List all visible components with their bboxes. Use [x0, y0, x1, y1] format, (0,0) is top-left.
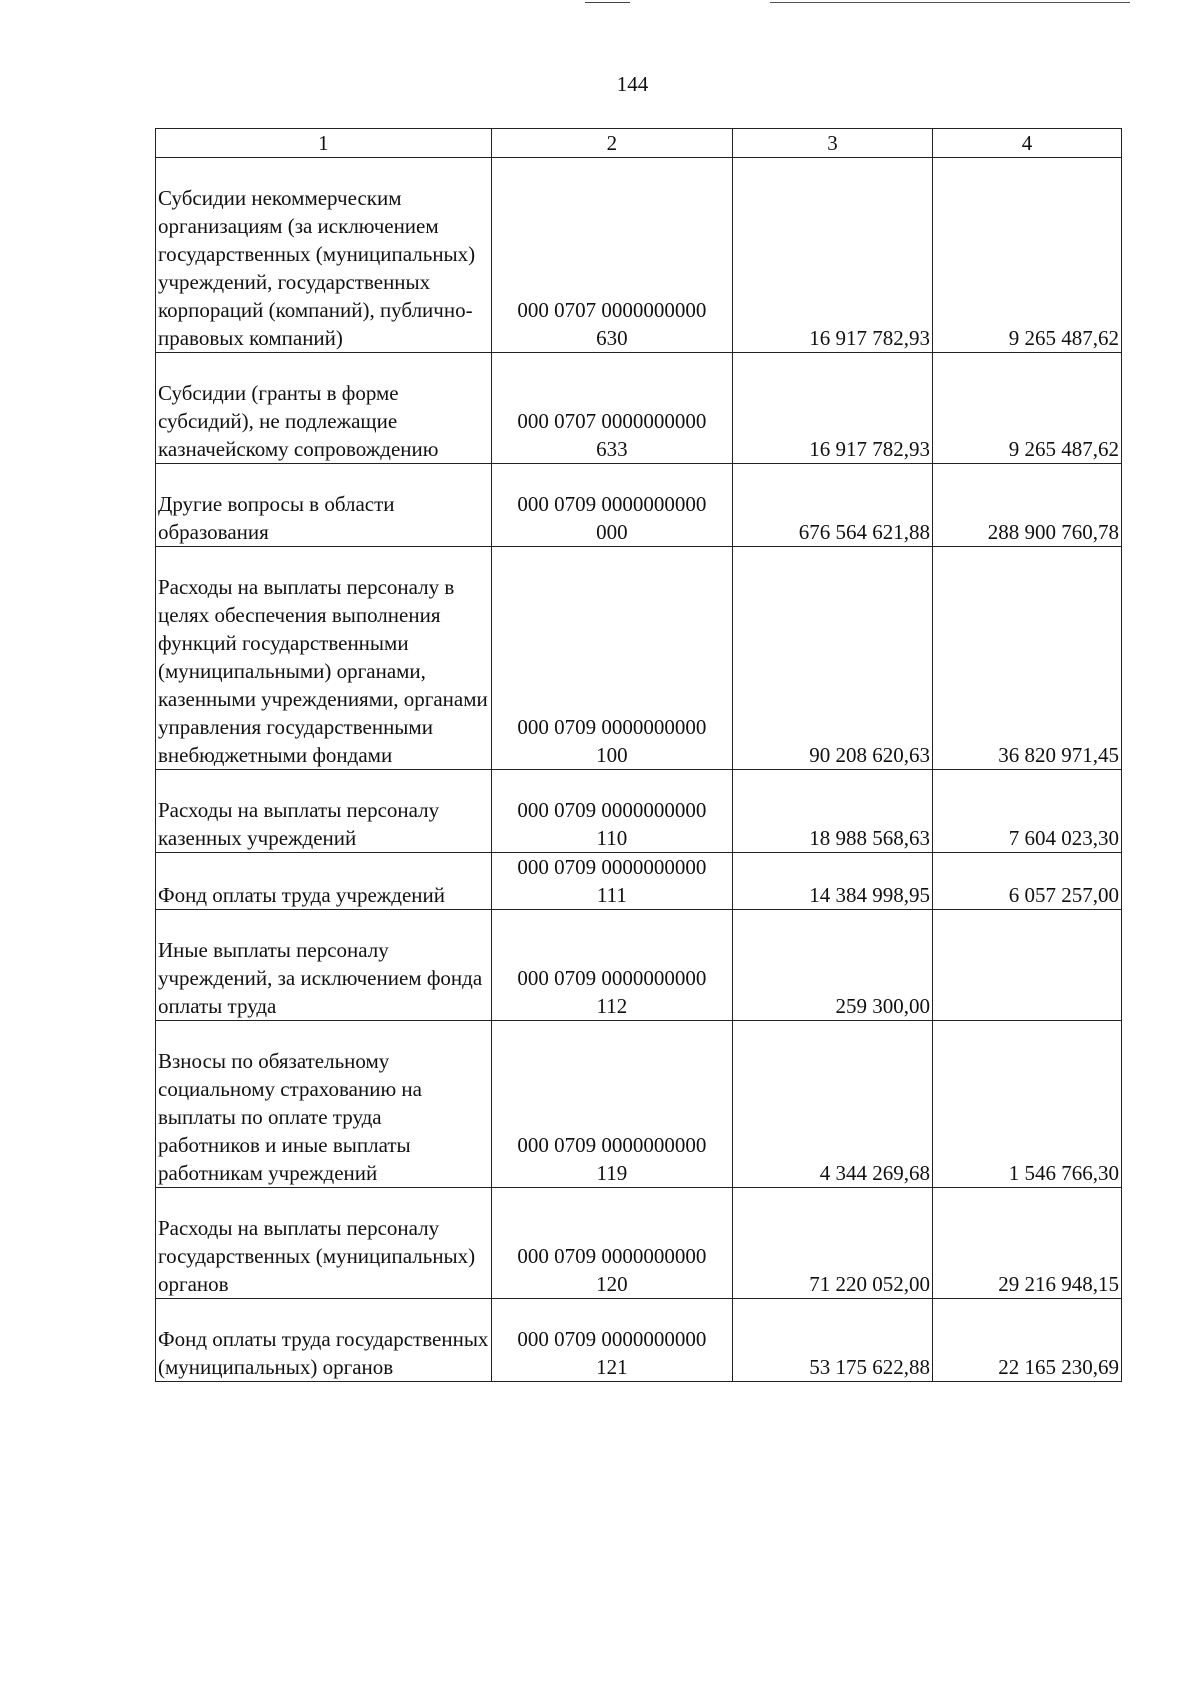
row-value3-cell: 53 175 622,88	[732, 1299, 932, 1382]
row-value3-cell: 4 344 269,68	[732, 1021, 932, 1188]
scan-mark	[585, 2, 630, 3]
table-header-row	[156, 129, 1122, 158]
code-line-1: 000 0709 0000000000	[517, 855, 707, 879]
code-line-2: 633	[596, 437, 628, 461]
row-value4-cell: 1 546 766,30	[933, 1021, 1122, 1188]
code-line-1: 000 0709 0000000000	[517, 966, 707, 990]
row-code-cell	[491, 353, 732, 464]
row-value3-cell: 71 220 052,00	[732, 1188, 932, 1299]
code-line-2: 630	[596, 326, 628, 350]
row-value3-cell: 16 917 782,93	[732, 158, 932, 353]
column-header: 1	[156, 129, 492, 158]
table-row	[156, 464, 1122, 547]
table-row	[156, 547, 1122, 770]
table-row	[156, 770, 1122, 853]
table-row	[156, 1021, 1122, 1188]
row-value4-cell	[933, 910, 1122, 1021]
row-name-cell: Другие вопросы в области образования	[156, 464, 492, 547]
row-name-cell: Фонд оплаты труда государственных (муниципальных) органов	[156, 1299, 492, 1382]
row-name-cell: Субсидии некоммерческим организациям (за исключением государственных (муниципальных) учреждений, государственных корпораций (компаний), публично-правовых компаний)	[156, 158, 492, 353]
code-line-1: 000 0709 0000000000	[517, 1133, 707, 1157]
row-name-cell: Фонд оплаты труда учреждений	[156, 853, 492, 910]
row-value4-cell: 29 216 948,15	[933, 1188, 1122, 1299]
row-name-cell: Расходы на выплаты персоналу государственных (муниципальных) органов	[156, 1188, 492, 1299]
code-line-2: 121	[596, 1355, 628, 1379]
code-line-1: 000 0709 0000000000	[517, 492, 707, 516]
code-line-1: 000 0709 0000000000	[517, 798, 707, 822]
row-code-cell	[491, 1021, 732, 1188]
row-value4-cell: 288 900 760,78	[933, 464, 1122, 547]
row-code-cell	[491, 910, 732, 1021]
row-code-cell	[491, 770, 732, 853]
row-value3-cell: 259 300,00	[732, 910, 932, 1021]
column-header: 2	[491, 129, 732, 158]
row-code-cell	[491, 853, 732, 910]
code-line-1: 000 0707 0000000000	[517, 409, 707, 433]
row-value4-cell: 9 265 487,62	[933, 158, 1122, 353]
code-line-2: 120	[596, 1272, 628, 1296]
code-line-2: 100	[596, 743, 628, 767]
code-line-2: 110	[596, 826, 628, 850]
row-code-cell	[491, 547, 732, 770]
row-value3-cell: 14 384 998,95	[732, 853, 932, 910]
table-row	[156, 1299, 1122, 1382]
table-row	[156, 1188, 1122, 1299]
row-code-cell	[491, 1188, 732, 1299]
code-line-2: 000	[596, 520, 628, 544]
row-code-cell	[491, 1299, 732, 1382]
code-line-1: 000 0707 0000000000	[517, 298, 707, 322]
table-row	[156, 353, 1122, 464]
code-line-2: 112	[596, 994, 628, 1018]
page-number: 144	[616, 72, 649, 96]
table-row	[156, 853, 1122, 910]
column-header: 4	[933, 129, 1122, 158]
code-line-1: 000 0709 0000000000	[517, 1244, 707, 1268]
code-line-2: 119	[596, 1161, 628, 1185]
row-value4-cell: 9 265 487,62	[933, 353, 1122, 464]
code-line-1: 000 0709 0000000000	[517, 715, 707, 739]
code-line-1: 000 0709 0000000000	[517, 1327, 707, 1351]
scan-mark	[770, 2, 1130, 3]
row-code-cell	[491, 158, 732, 353]
row-code-cell	[491, 464, 732, 547]
row-name-cell: Взносы по обязательному социальному страхованию на выплаты по оплате труда работников и иные выплаты работникам учреждений	[156, 1021, 492, 1188]
row-value3-cell: 90 208 620,63	[732, 547, 932, 770]
row-value4-cell: 22 165 230,69	[933, 1299, 1122, 1382]
row-value3-cell: 16 917 782,93	[732, 353, 932, 464]
row-value4-cell: 7 604 023,30	[933, 770, 1122, 853]
row-name-cell: Расходы на выплаты персоналу в целях обеспечения выполнения функций государственными (муниципальными) органами, казенными учреждениями, органами управления государственными внебюджетными фондами	[156, 547, 492, 770]
table-row	[156, 910, 1122, 1021]
row-name-cell: Субсидии (гранты в форме субсидий), не подлежащие казначейскому сопровождению	[156, 353, 492, 464]
row-name-cell: Иные выплаты персоналу учреждений, за исключением фонда оплаты труда	[156, 910, 492, 1021]
row-value4-cell: 36 820 971,45	[933, 547, 1122, 770]
code-line-2: 111	[596, 883, 627, 907]
row-value3-cell: 18 988 568,63	[732, 770, 932, 853]
budget-table	[155, 128, 1122, 1382]
row-value4-cell: 6 057 257,00	[933, 853, 1122, 910]
table-row	[156, 158, 1122, 353]
row-value3-cell: 676 564 621,88	[732, 464, 932, 547]
column-header: 3	[732, 129, 932, 158]
row-name-cell: Расходы на выплаты персоналу казенных учреждений	[156, 770, 492, 853]
